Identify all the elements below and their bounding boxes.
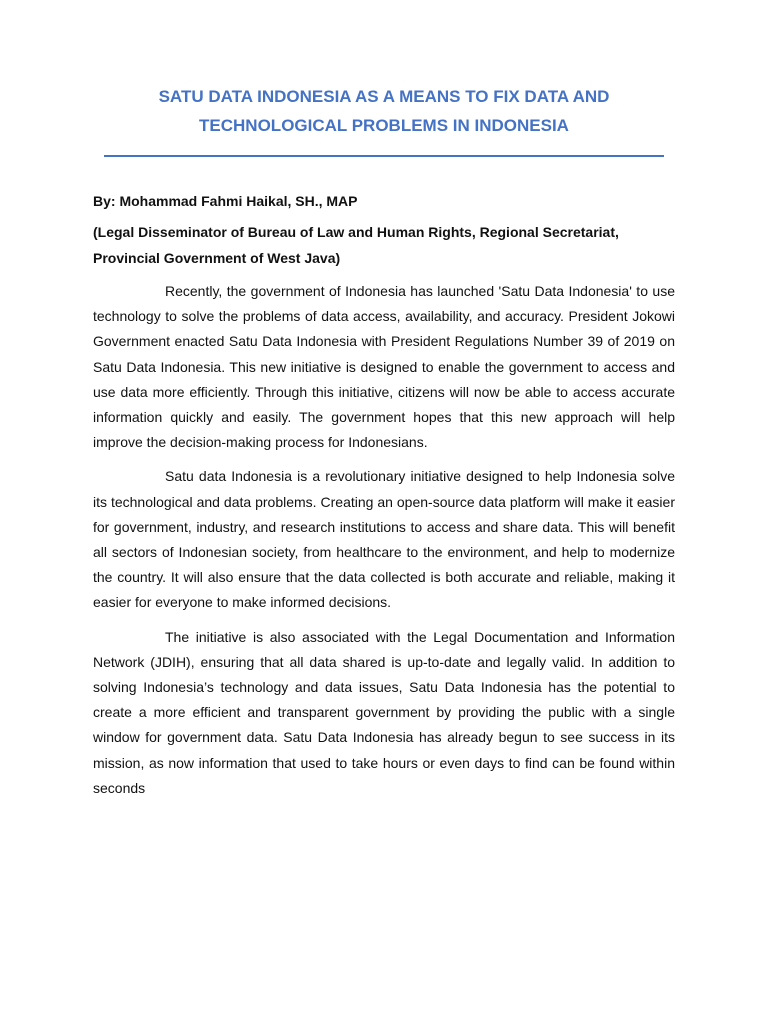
title-line-1: SATU DATA INDONESIA AS A MEANS TO FIX DATA AND bbox=[158, 87, 610, 106]
title-divider bbox=[104, 155, 664, 157]
author-affiliation: (Legal Disseminator of Bureau of Law and Human Rights, Regional Secretariat, Provincial Government of West Java) bbox=[93, 224, 619, 266]
author-byline: By: Mohammad Fahmi Haikal, SH., MAP bbox=[93, 193, 358, 209]
document-title bbox=[93, 82, 675, 140]
body-paragraph-2: Satu data Indonesia is a revolutionary initiative designed to help Indonesia solve its technological and data problems. Creating an open-source data platform will make it easier for government, industry, and research institutions to access and share data. This will benefit all sectors of Indonesian society, from healthcare to the environment, and help to modernize the country. It will also ensure that the data collected is both accurate and reliable, making it easier for everyone to make informed decisions. bbox=[93, 468, 675, 611]
body-paragraph-1: Recently, the government of Indonesia has launched 'Satu Data Indonesia' to use technology to solve the problems of data access, availability, and accuracy. President Jokowi Government enacted Satu Data Indonesia with President Regulations Number 39 of 2019 on Satu Data Indonesia. This new initiative is designed to enable the government to access and use data more efficiently. Through this initiative, citizens will now be able to access accurate information quickly and easily. The government hopes that this new approach will help improve the decision-making process for Indonesians. bbox=[93, 283, 675, 451]
document-page bbox=[93, 82, 675, 801]
body-paragraph-3: The initiative is also associated with the Legal Documentation and Information Network (JDIH), ensuring that all data shared is up-to-date and legally valid. In addition to solving Indonesia’s technology and data issues, Satu Data Indonesia has the potential to create a more efficient and transparent government by providing the public with a single window for government data. Satu Data Indonesia has already begun to see success in its mission, as now information that used to take hours or even days to find can be found within seconds bbox=[93, 628, 675, 796]
title-line-2: TECHNOLOGICAL PROBLEMS IN INDONESIA bbox=[199, 116, 569, 135]
